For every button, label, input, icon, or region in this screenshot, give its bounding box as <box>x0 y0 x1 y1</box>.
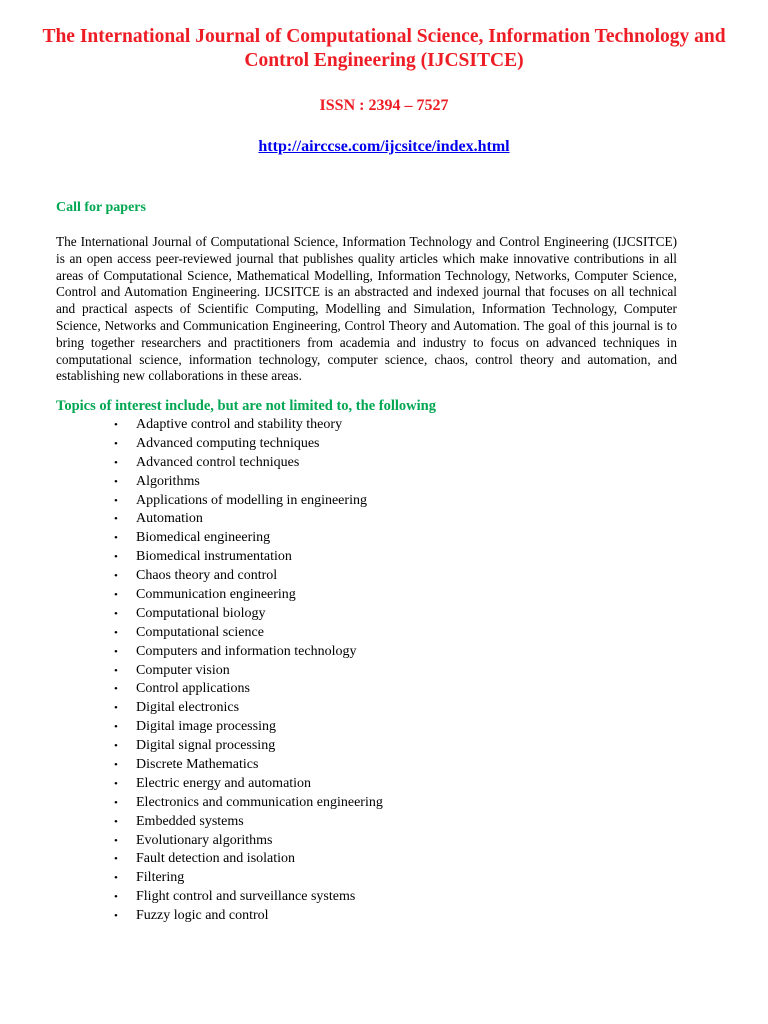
bullet-icon: • <box>114 475 118 488</box>
bullet-icon: • <box>114 607 118 620</box>
topic-list-item <box>0 586 383 605</box>
bullet-icon: • <box>114 551 118 564</box>
topic-list-item <box>0 869 383 888</box>
bullet-icon: • <box>114 513 118 526</box>
bullet-icon: • <box>114 891 118 904</box>
issn-number: ISSN : 2394 – 7527 <box>319 97 449 114</box>
topic-list-item <box>0 775 383 794</box>
topics-list <box>0 416 383 926</box>
topic-label: Digital image processing <box>136 719 276 735</box>
topic-label: Applications of modelling in engineering <box>136 492 367 508</box>
topic-list-item <box>0 454 383 473</box>
topic-label: Automation <box>136 511 203 527</box>
bullet-icon: • <box>114 910 118 923</box>
topic-list-item <box>0 473 383 492</box>
bullet-icon: • <box>114 721 118 734</box>
topic-label: Algorithms <box>136 473 200 489</box>
topics-heading: Topics of interest include, but are not limited to, the following <box>56 398 436 414</box>
bullet-icon: • <box>114 494 118 507</box>
topic-label: Digital signal processing <box>136 738 276 754</box>
journal-title: The International Journal of Computational Science, Information Technology and Control Engineering (IJCSITCE) <box>42 26 726 71</box>
topic-label: Digital electronics <box>136 700 240 716</box>
bullet-icon: • <box>114 702 118 715</box>
topic-list-item <box>0 624 383 643</box>
bullet-icon: • <box>114 740 118 753</box>
topic-label: Evolutionary algorithms <box>136 832 273 848</box>
topic-label: Biomedical instrumentation <box>136 549 292 565</box>
topic-list-item <box>0 680 383 699</box>
bullet-icon: • <box>114 796 118 809</box>
topic-label: Embedded systems <box>136 813 244 829</box>
bullet-icon: • <box>114 815 118 828</box>
bullet-icon: • <box>114 456 118 469</box>
topic-list-item <box>0 492 383 511</box>
bullet-icon: • <box>114 589 118 602</box>
topic-list-item <box>0 832 383 851</box>
topic-label: Fuzzy logic and control <box>136 908 269 924</box>
topic-list-item <box>0 794 383 813</box>
topic-list-item <box>0 605 383 624</box>
topic-label: Discrete Mathematics <box>136 757 259 773</box>
topic-list-item <box>0 699 383 718</box>
bullet-icon: • <box>114 626 118 639</box>
topic-list-item <box>0 567 383 586</box>
topic-label: Control applications <box>136 681 250 697</box>
journal-url-link[interactable]: http://airccse.com/ijcsitce/index.html <box>258 138 510 155</box>
topic-list-item <box>0 416 383 435</box>
topic-label: Computational biology <box>136 605 266 621</box>
topic-list-item <box>0 529 383 548</box>
topic-list-item <box>0 756 383 775</box>
topic-list-item <box>0 548 383 567</box>
topic-list-item <box>0 718 383 737</box>
bullet-icon: • <box>114 419 118 431</box>
bullet-icon: • <box>114 683 118 696</box>
topic-label: Fault detection and isolation <box>136 851 296 867</box>
bullet-icon: • <box>114 853 118 866</box>
topic-label: Computers and information technology <box>136 643 357 659</box>
topic-list-item <box>0 850 383 869</box>
topic-list-item <box>0 510 383 529</box>
topic-label: Computational science <box>136 624 264 640</box>
topic-label: Advanced control techniques <box>136 454 300 470</box>
bullet-icon: • <box>114 777 118 790</box>
topic-label: Electric energy and automation <box>136 775 312 791</box>
bullet-icon: • <box>114 532 118 545</box>
topic-label: Flight control and surveillance systems <box>136 889 356 905</box>
bullet-icon: • <box>114 437 118 450</box>
topic-label: Advanced computing techniques <box>136 435 320 451</box>
topic-label: Chaos theory and control <box>136 568 278 584</box>
topic-label: Adaptive control and stability theory <box>136 417 343 432</box>
topic-label: Electronics and communication engineering <box>136 794 383 810</box>
topic-label: Communication engineering <box>136 587 296 603</box>
bullet-icon: • <box>114 664 118 677</box>
bullet-icon: • <box>114 834 118 847</box>
bullet-icon: • <box>114 872 118 885</box>
call-for-papers-heading: Call for papers <box>56 200 146 215</box>
topic-list-item <box>0 435 383 454</box>
topic-label: Biomedical engineering <box>136 530 271 546</box>
call-for-papers-body: The International Journal of Computational Science, Information Technology and Control Engineering (IJCSITCE) is an open access peer-reviewed journal that publishes quality articles which make innovative contributions in all areas of Computational Science, Mathematical Modelling, Information Technology, Networks, Computer Science, Control and Automation Engineering. IJCSITCE is an abstracted and indexed journal that focuses on all technical and practical aspects of Scientific Computing, Modelling and Simulation, Information Technology, Computer Science, Networks and Communication Engineering, Control Theory and Automation. The goal of this journal is to bring together researchers and practitioners from academia and industry to focus on advanced techniques in computational science, information technology, computer science, chaos, control theory and automation, and establishing new collaborations in these areas. <box>56 234 677 384</box>
topic-list-item <box>0 888 383 907</box>
bullet-icon: • <box>114 759 118 772</box>
topic-list-item <box>0 662 383 681</box>
bullet-icon: • <box>114 570 118 583</box>
topic-label: Computer vision <box>136 662 230 678</box>
bullet-icon: • <box>114 645 118 658</box>
journal-url <box>0 137 768 157</box>
topic-list-item <box>0 643 383 662</box>
topic-list-item <box>0 813 383 832</box>
topic-list-item <box>0 907 383 926</box>
topic-list-item <box>0 737 383 756</box>
topic-label: Filtering <box>136 870 185 886</box>
